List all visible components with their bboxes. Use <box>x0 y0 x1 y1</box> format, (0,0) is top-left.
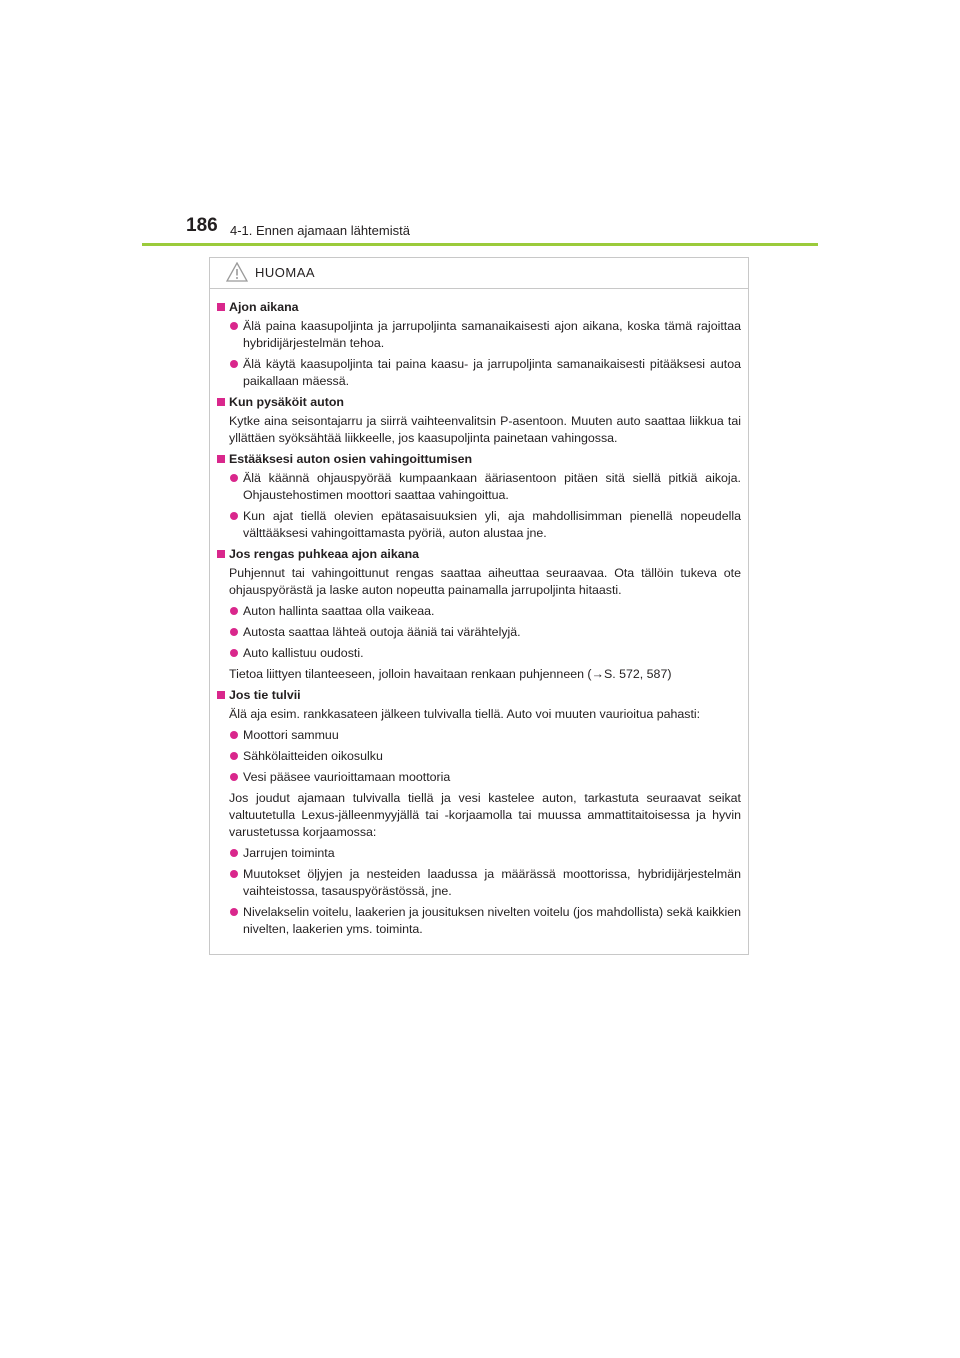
round-bullet-icon <box>230 360 238 368</box>
paragraph: Älä aja esim. rankkasateen jälkeen tulvivalla tiellä. Auto voi muuten vaurioitua pahasti: <box>229 707 701 721</box>
list-item: Jarrujen toiminta <box>217 845 741 862</box>
section-title: 4-1. Ennen ajamaan lähtemistä <box>230 223 410 238</box>
round-bullet-icon <box>230 752 238 760</box>
round-bullet-icon <box>230 322 238 330</box>
section-heading: Jos tie tulvii <box>217 687 741 704</box>
list-item: Älä käytä kaasupoljinta tai paina kaasu- ja jarrupoljinta samanaikaisesti pitääksesi autoa paikallaan mäessä. <box>217 356 741 390</box>
header-rule <box>142 243 818 246</box>
list-item: Älä paina kaasupoljinta ja jarrupoljinta samanaikaisesti ajon aikana, koska tämä rajoittaa hybridijärjestelmän tehoa. <box>217 318 741 352</box>
round-bullet-icon <box>230 731 238 739</box>
page-number: 186 <box>186 215 218 236</box>
round-bullet-icon <box>230 512 238 520</box>
round-bullet-icon <box>230 908 238 916</box>
round-bullet-icon <box>230 649 238 657</box>
list-item: Sähkölaitteiden oikosulku <box>217 748 741 765</box>
list-item: Vesi pääsee vaurioittamaan moottoria <box>217 769 741 786</box>
paragraph: Puhjennut tai vahingoittunut rengas saattaa aiheuttaa seuraavaa. Ota tällöin tukeva ote ohjauspyörästä ja laske auton nopeutta painamalla jarrupoljinta hitaasti. <box>229 566 741 597</box>
square-bullet-icon <box>217 455 225 463</box>
list-item: Auto kallistuu oudosti. <box>217 645 741 662</box>
round-bullet-icon <box>230 628 238 636</box>
round-bullet-icon <box>230 773 238 781</box>
round-bullet-icon <box>230 474 238 482</box>
square-bullet-icon <box>217 550 225 558</box>
list-item: Autosta saattaa lähteä outoja ääniä tai värähtelyjä. <box>217 624 741 641</box>
paragraph: Kytke aina seisontajarru ja siirrä vaihteenvalitsin P-asentoon. Muuten auto saattaa liikkua tai yllättäen syöksähtää liikkeelle, jos kaasupoljinta painetaan vahingossa. <box>229 414 741 445</box>
list-item: Kun ajat tiellä olevien epätasaisuuksien yli, aja mahdollisimman pienellä nopeudella välttääksesi vahingoittamasta pyöriä, auton alustaa jne. <box>217 508 741 542</box>
square-bullet-icon <box>217 398 225 406</box>
paragraph: Tietoa liittyen tilanteeseen, jolloin havaitaan renkaan puhjenneen (→S. 572, 587) <box>229 667 672 681</box>
list-item: Muutokset öljyjen ja nesteiden laadussa ja määrässä moottorissa, hybridijärjestelmän vaihteistossa, tasauspyörästössä, jne. <box>217 866 741 900</box>
section-heading: Ajon aikana <box>217 299 741 316</box>
list-item: Moottori sammuu <box>217 727 741 744</box>
warning-icon <box>226 262 248 282</box>
round-bullet-icon <box>230 870 238 878</box>
paragraph: Jos joudut ajamaan tulvivalla tiellä ja vesi kastelee auton, tarkastuta seuraavat seikat valtuutetulla Lexus-jälleenmyyjällä tai -korjaamolla tai muussa ammattitaitoisessa ja hyvin varustetussa korjaamossa: <box>229 791 741 839</box>
list-item: Auton hallinta saattaa olla vaikeaa. <box>217 603 741 620</box>
notice-label: HUOMAA <box>255 265 316 280</box>
notice-body <box>217 296 741 942</box>
notice-header <box>210 258 748 289</box>
notice-box <box>209 257 749 955</box>
list-item: Nivelakselin voitelu, laakerien ja jousituksen nivelten voitelu (jos mahdollista) sekä kaikkien nivelten, laakerien yms. toiminta. <box>217 904 741 938</box>
square-bullet-icon <box>217 303 225 311</box>
section-heading: Estääksesi auton osien vahingoittumisen <box>217 451 741 468</box>
section-heading: Kun pysäköit auton <box>217 394 741 411</box>
square-bullet-icon <box>217 691 225 699</box>
round-bullet-icon <box>230 849 238 857</box>
section-heading: Jos rengas puhkeaa ajon aikana <box>217 546 741 563</box>
round-bullet-icon <box>230 607 238 615</box>
list-item: Älä käännä ohjauspyörää kumpaankaan ääriasentoon pitäen sitä siellä pitkiä aikoja. Ohjaustehostimen moottori saattaa vahingoittua. <box>217 470 741 504</box>
